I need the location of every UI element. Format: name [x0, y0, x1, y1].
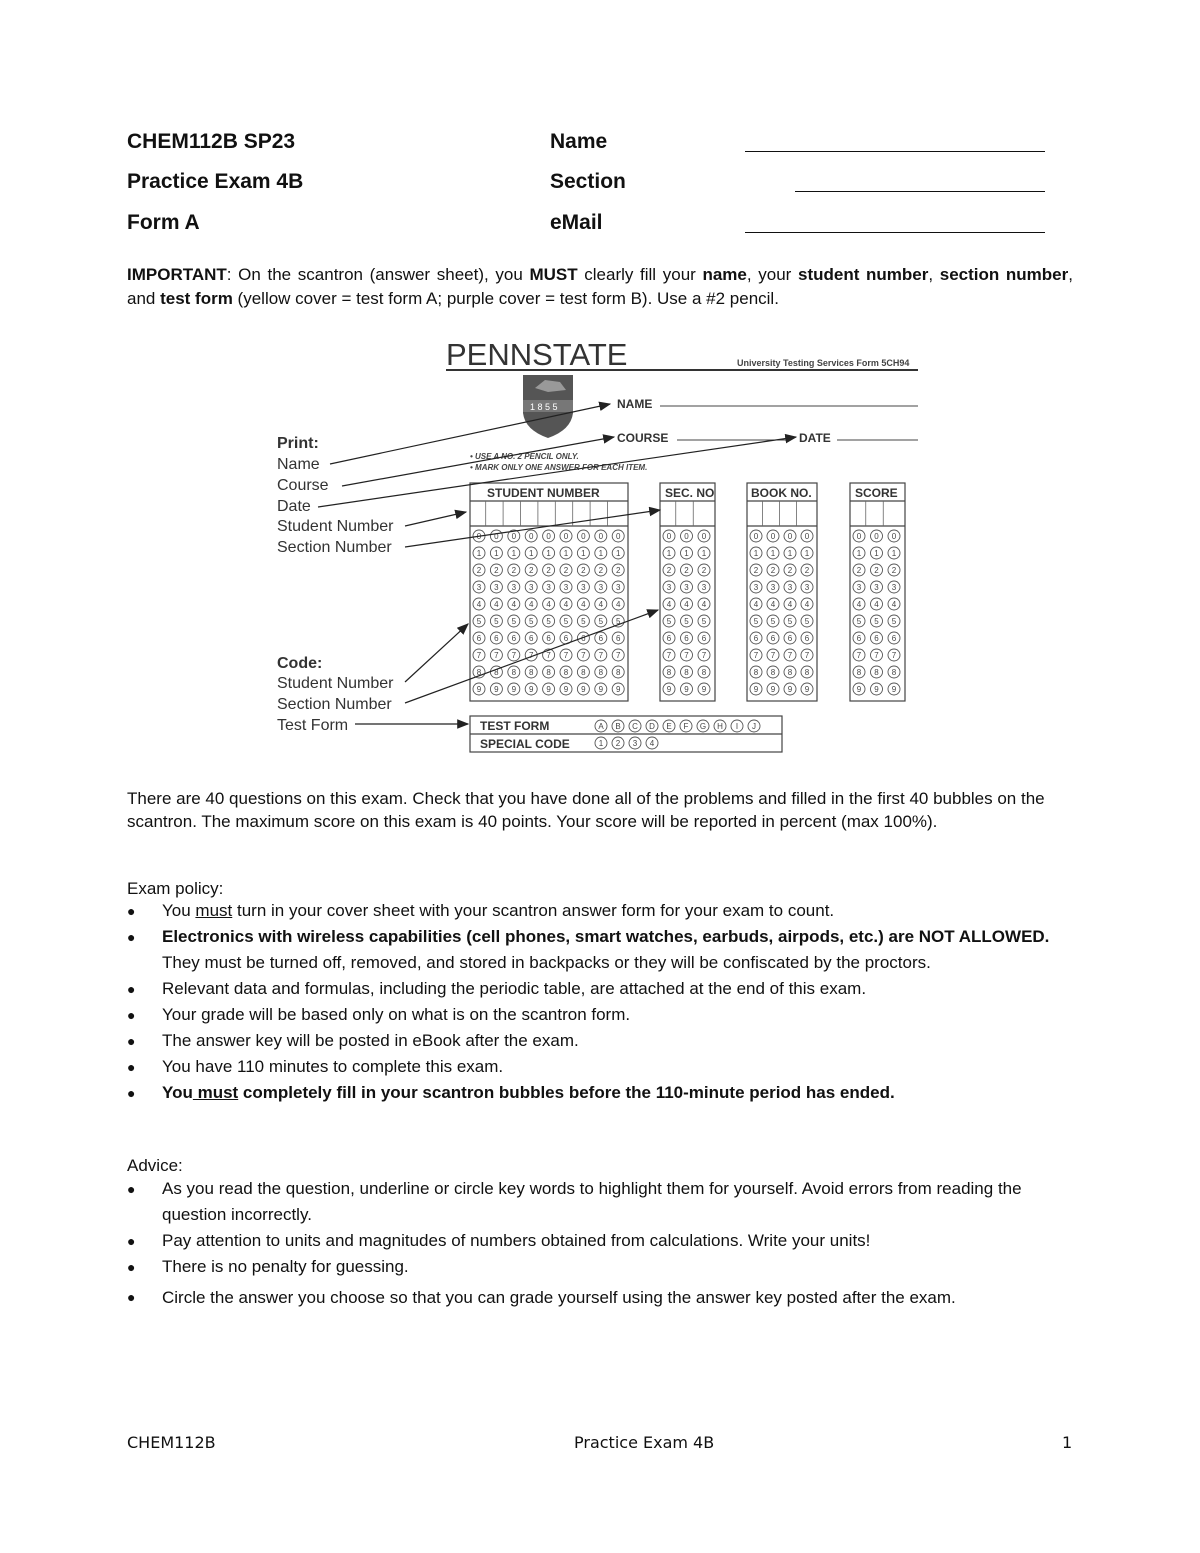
sec-no-bubble-digit: 2: [701, 566, 707, 575]
pennstate-logo: PENNSTATE: [446, 337, 628, 372]
bullet-icon: ●: [127, 981, 136, 997]
student-number-bubble-digit: 7: [563, 651, 569, 660]
score-bubble-digit: 8: [874, 668, 879, 677]
sec-no-bubble-digit: 6: [701, 634, 707, 643]
code-heading: Code:: [277, 655, 323, 672]
student-number-bubble-digit: 7: [546, 651, 551, 660]
bullet-icon: ●: [127, 1085, 136, 1101]
student-number-bubble-digit: 2: [476, 566, 482, 575]
list-item: ● You have 110 minutes to complete this exam.: [127, 1054, 1077, 1080]
book-no-bubble-digit: 7: [770, 651, 776, 660]
bullet-icon: ●: [127, 1181, 136, 1197]
email-blank-line[interactable]: [745, 232, 1045, 233]
book-no-bubble-digit: 9: [753, 685, 759, 694]
book-no-bubble-digit: 6: [770, 634, 776, 643]
arrow-code-student: [405, 624, 468, 682]
student-number-box-label: STUDENT NUMBER: [487, 486, 600, 500]
page-number: 1: [1062, 1433, 1073, 1452]
student-number-bubble-digit: 0: [581, 532, 586, 541]
bullet-icon: ●: [127, 929, 136, 945]
sec-no-bubble-digit: 0: [684, 532, 689, 541]
student-number-bubble-digit: 9: [511, 685, 517, 694]
sec-no-bubble-digit: 4: [666, 600, 672, 609]
list-item: ● As you read the question, underline or circle key words to highlight them for yourself. Avoid errors from reading the question incorrectly.: [127, 1176, 1077, 1228]
score-bubble-digit: 0: [891, 532, 897, 541]
book-no-bubble-digit: 7: [787, 651, 793, 660]
test-form-bubble-letter: B: [615, 722, 621, 731]
score-bubble-digit: 7: [856, 651, 862, 660]
score-bubble-digit: 3: [856, 583, 862, 592]
student-number-bubble-digit: 9: [546, 685, 551, 694]
book-no-bubble-digit: 4: [753, 600, 759, 609]
book-no-bubble-digit: 5: [753, 617, 759, 626]
course-field-label: COURSE: [617, 431, 669, 445]
sec-no-bubble-digit: 8: [701, 668, 707, 677]
student-number-bubble-digit: 2: [581, 566, 586, 575]
book-no-bubble-digit: 8: [787, 668, 793, 677]
student-number-bubble-digit: 8: [494, 668, 499, 677]
sec-no-bubble-digit: 1: [684, 549, 689, 558]
book-no-bubble-digit: 0: [770, 532, 776, 541]
score-bubble-digit: 1: [856, 549, 862, 558]
name-label: Name: [550, 130, 608, 153]
student-number-bubble-digit: 9: [563, 685, 569, 694]
student-number-bubble-digit: 3: [528, 583, 534, 592]
student-number-bubble-digit: 4: [476, 600, 482, 609]
student-number-bubble-digit: 4: [511, 600, 517, 609]
sec-no-bubble-digit: 3: [666, 583, 672, 592]
test-form-bubble-letter: E: [666, 722, 672, 731]
test-form-bubble-letter: G: [699, 722, 707, 731]
student-number-bubble-digit: 9: [615, 685, 621, 694]
score-bubble-digit: 7: [874, 651, 879, 660]
student-number-bubble-digit: 1: [563, 549, 569, 558]
student-number-bubble-digit: 5: [598, 617, 604, 626]
section-label: Section: [550, 170, 626, 193]
exam-policy-heading: Exam policy:: [127, 879, 224, 898]
score-bubble-digit: 5: [874, 617, 879, 626]
bullet-icon: ●: [127, 1289, 136, 1305]
footer-center: Practice Exam 4B: [574, 1433, 715, 1452]
book-no-bubble-digit: 4: [804, 600, 810, 609]
student-number-bubble-digit: 4: [598, 600, 604, 609]
student-number-bubble-digit: 4: [615, 600, 621, 609]
book-no-bubble-digit: 0: [804, 532, 810, 541]
print-item-date: Date: [277, 498, 311, 515]
special-code-bubble-digit: 3: [632, 739, 638, 748]
sec-no-bubble-digit: 5: [684, 617, 689, 626]
advice-list: [127, 1176, 1077, 1309]
student-number-bubble-digit: 6: [546, 634, 551, 643]
student-number-bubble-digit: 2: [563, 566, 569, 575]
student-number-bubble-digit: 0: [528, 532, 534, 541]
student-number-bubble-digit: 4: [494, 600, 499, 609]
student-number-bubble-digit: 2: [511, 566, 517, 575]
book-no-bubble-digit: 0: [787, 532, 793, 541]
student-number-bubble-digit: 8: [511, 668, 517, 677]
email-label: eMail: [550, 211, 603, 234]
book-no-bubble-digit: 9: [770, 685, 776, 694]
list-item: ● You must turn in your cover sheet with your scantron answer form for your exam to count.: [127, 898, 1077, 924]
student-number-bubble-digit: 6: [615, 634, 621, 643]
book-no-bubble-digit: 2: [753, 566, 759, 575]
print-item-course: Course: [277, 477, 329, 494]
student-number-bubble-digit: 0: [563, 532, 569, 541]
bullet-icon: ●: [127, 1059, 136, 1075]
print-heading: Print:: [277, 435, 319, 452]
sec-no-bubble-digit: 0: [701, 532, 707, 541]
print-item-section-number: Section Number: [277, 539, 392, 556]
list-item: ● Circle the answer you choose so that you can grade yourself using the answer key posted after the exam.: [127, 1288, 956, 1307]
list-item: ● You must completely fill in your scantron bubbles before the 110-minute period has ended.: [127, 1080, 1077, 1106]
student-number-bubble-digit: 8: [476, 668, 482, 677]
student-number-bubble-digit: 9: [598, 685, 604, 694]
score-bubble-digit: 9: [891, 685, 897, 694]
student-number-bubble-digit: 5: [581, 617, 586, 626]
sec-no-bubble-digit: 9: [666, 685, 672, 694]
student-number-bubble-digit: 5: [476, 617, 482, 626]
score-bubble-digit: 2: [856, 566, 862, 575]
student-number-bubble-digit: 8: [528, 668, 534, 677]
test-form-bubble-letter: F: [683, 722, 689, 731]
student-number-bubble-digit: 8: [563, 668, 569, 677]
sec-no-bubble-digit: 3: [701, 583, 707, 592]
score-bubble-digit: 9: [856, 685, 862, 694]
book-no-bubble-digit: 9: [804, 685, 810, 694]
score-bubble-digit: 3: [874, 583, 879, 592]
student-number-bubble-digit: 7: [494, 651, 499, 660]
footer-left: CHEM112B: [127, 1433, 216, 1452]
sec-no-bubble-digit: 6: [666, 634, 672, 643]
book-no-bubble-digit: 3: [753, 583, 759, 592]
book-no-bubble-digit: 6: [753, 634, 759, 643]
book-no-bubble-digit: 9: [787, 685, 793, 694]
book-no-box-label: BOOK NO.: [751, 486, 812, 500]
code-item-section-number: Section Number: [277, 696, 392, 713]
sec-no-bubble-digit: 9: [684, 685, 689, 694]
sec-no-bubble-digit: 1: [666, 549, 672, 558]
exam-title: Practice Exam 4B: [127, 170, 304, 193]
course-title: CHEM112B SP23: [127, 130, 296, 153]
special-code-bubble-digit: 1: [598, 739, 604, 748]
student-number-bubble-digit: 1: [494, 549, 499, 558]
date-field-label: DATE: [799, 431, 831, 445]
list-item: ● Pay attention to units and magnitudes of numbers obtained from calculations. Write your units!: [127, 1228, 1077, 1254]
student-number-bubble-digit: 6: [528, 634, 534, 643]
book-no-bubble-digit: 1: [753, 549, 759, 558]
student-number-bubble-digit: 8: [598, 668, 604, 677]
sec-no-bubble-digit: 1: [701, 549, 707, 558]
sec-no-box-label: SEC. NO: [665, 486, 715, 500]
student-number-bubble-digit: 0: [615, 532, 621, 541]
book-no-bubble-digit: 2: [787, 566, 793, 575]
arrow-course: [342, 437, 614, 486]
book-no-bubble-digit: 5: [770, 617, 776, 626]
sec-no-bubble-digit: 2: [666, 566, 672, 575]
print-item-student-number: Student Number: [277, 518, 394, 535]
book-no-bubble-digit: 3: [770, 583, 776, 592]
student-number-bubble-digit: 9: [494, 685, 499, 694]
student-number-bubble-digit: 3: [476, 583, 482, 592]
exam-info-paragraph: There are 40 questions on this exam. Check that you have done all of the problems and filled in the first 40 bubbles on the scantron. The maximum score on this exam is 40 points. Your score will be reported in percent (max 100%).: [127, 789, 1045, 831]
student-number-bubble-digit: 4: [528, 600, 534, 609]
book-no-bubble-digit: 5: [804, 617, 810, 626]
score-bubble-digit: 2: [874, 566, 879, 575]
student-number-bubble-digit: 1: [476, 549, 482, 558]
student-number-bubble-digit: 1: [528, 549, 534, 558]
code-item-test-form: Test Form: [277, 717, 349, 734]
student-number-bubble-digit: 6: [598, 634, 604, 643]
student-number-bubble-digit: 7: [581, 651, 586, 660]
book-no-bubble-digit: 3: [804, 583, 810, 592]
list-item: ● Relevant data and formulas, including the periodic table, are attached at the end of this exam.: [127, 976, 1077, 1002]
student-number-bubble-digit: 6: [476, 634, 482, 643]
student-number-bubble-digit: 3: [563, 583, 569, 592]
student-number-bubble-digit: 0: [598, 532, 604, 541]
instruction-2: • MARK ONLY ONE ANSWER FOR EACH ITEM.: [470, 463, 648, 472]
form-label: Form A: [127, 211, 200, 234]
book-no-bubble-digit: 5: [787, 617, 793, 626]
book-no-bubble-digit: 7: [804, 651, 810, 660]
sec-no-bubble-digit: 4: [701, 600, 707, 609]
student-number-bubble-digit: 5: [615, 617, 621, 626]
bullet-icon: ●: [127, 1033, 136, 1049]
student-number-bubble-digit: 6: [563, 634, 569, 643]
sec-no-bubble-digit: 0: [666, 532, 672, 541]
sec-no-bubble-digit: 7: [684, 651, 689, 660]
score-bubble-digit: 4: [874, 600, 879, 609]
student-number-bubble-digit: 8: [546, 668, 551, 677]
score-bubble-digit: 6: [891, 634, 897, 643]
score-bubble-digit: 8: [891, 668, 897, 677]
name-blank-line[interactable]: [745, 151, 1045, 152]
list-item: ● Electronics with wireless capabilities (cell phones, smart watches, earbuds, airpods, etc.) are NOT ALLOWED. They must be turned off, removed, and stored in backpacks or they will be confiscated by the proctors.: [127, 924, 1077, 976]
student-number-bubble-digit: 3: [494, 583, 499, 592]
student-number-bubble-digit: 0: [511, 532, 517, 541]
bullet-icon: ●: [127, 903, 136, 919]
student-number-bubble-digit: 6: [494, 634, 499, 643]
name-field-label: NAME: [617, 397, 653, 411]
test-form-bubble-letter: A: [598, 722, 604, 731]
test-form-bubble-letter: D: [649, 722, 655, 731]
student-number-bubble-digit: 4: [563, 600, 569, 609]
book-no-bubble-digit: 3: [787, 583, 793, 592]
student-number-bubble-digit: 7: [528, 651, 534, 660]
score-bubble-digit: 9: [874, 685, 879, 694]
sec-no-bubble-digit: 9: [701, 685, 707, 694]
score-bubble-digit: 4: [856, 600, 862, 609]
book-no-bubble-digit: 2: [770, 566, 776, 575]
sec-no-bubble-digit: 7: [701, 651, 707, 660]
important-notice: IMPORTANT: On the scantron (answer sheet), you MUST clearly fill your name, your student number, section number, and test form (yellow cover = test form A; purple cover = test form B). Use a #2 pencil.: [127, 265, 1073, 308]
student-number-bubble-digit: 6: [511, 634, 517, 643]
student-number-bubble-digit: 1: [511, 549, 517, 558]
student-number-bubble-digit: 8: [581, 668, 586, 677]
student-number-bubble-digit: 5: [511, 617, 517, 626]
score-box-label: SCORE: [855, 486, 898, 500]
bullet-icon: ●: [127, 1233, 136, 1249]
score-bubble-digit: 5: [856, 617, 862, 626]
score-bubble-digit: 4: [891, 600, 897, 609]
book-no-bubble-digit: 8: [804, 668, 810, 677]
score-bubble-digit: 8: [856, 668, 862, 677]
student-number-bubble-digit: 2: [546, 566, 551, 575]
student-number-bubble-digit: 1: [598, 549, 604, 558]
print-item-name: Name: [277, 456, 320, 473]
test-form-box-label: TEST FORM: [480, 719, 550, 733]
test-form-bubble-letter: J: [752, 722, 756, 731]
sec-no-bubble-digit: 3: [684, 583, 689, 592]
student-number-bubble-digit: 0: [494, 532, 499, 541]
book-no-bubble-digit: 2: [804, 566, 810, 575]
student-number-bubble-digit: 1: [546, 549, 551, 558]
student-number-bubble-digit: 2: [615, 566, 621, 575]
test-form-bubble-letter: I: [735, 722, 739, 731]
score-bubble-digit: 0: [856, 532, 862, 541]
score-bubble-digit: 0: [874, 532, 879, 541]
section-blank-line[interactable]: [795, 191, 1045, 192]
book-no-bubble-digit: 0: [753, 532, 759, 541]
student-number-bubble-digit: 2: [528, 566, 534, 575]
advice-heading: Advice:: [127, 1156, 183, 1175]
list-item: ● There is no penalty for guessing.: [127, 1254, 1077, 1280]
form-id-text: University Testing Services Form 5CH94: [737, 358, 910, 368]
list-item: ● Your grade will be based only on what is on the scantron form.: [127, 1002, 1077, 1028]
student-number-bubble-digit: 3: [511, 583, 517, 592]
student-number-bubble-digit: 1: [615, 549, 621, 558]
student-number-bubble-digit: 2: [494, 566, 499, 575]
sec-no-bubble-digit: 6: [684, 634, 689, 643]
test-form-bubble-letter: C: [632, 722, 638, 731]
sec-no-bubble-digit: 5: [666, 617, 672, 626]
book-no-bubble-digit: 1: [787, 549, 793, 558]
book-no-bubble-digit: 6: [787, 634, 793, 643]
list-item: ● The answer key will be posted in eBook after the exam.: [127, 1028, 1077, 1054]
score-bubble-digit: 7: [891, 651, 897, 660]
student-number-bubble-digit: 6: [581, 634, 586, 643]
student-number-bubble-digit: 9: [581, 685, 586, 694]
special-code-box-label: SPECIAL CODE: [480, 737, 570, 751]
student-number-bubble-digit: 5: [563, 617, 569, 626]
scantron-diagram: [0, 330, 1200, 790]
student-number-bubble-digit: 4: [581, 600, 586, 609]
score-bubble-digit: 2: [891, 566, 897, 575]
score-bubble-digit: 1: [891, 549, 897, 558]
student-number-bubble-digit: 5: [494, 617, 499, 626]
student-number-bubble-digit: 7: [511, 651, 517, 660]
student-number-bubble-digit: 4: [546, 600, 551, 609]
score-bubble-digit: 5: [891, 617, 897, 626]
book-no-bubble-digit: 1: [804, 549, 810, 558]
student-number-bubble-digit: 2: [598, 566, 604, 575]
special-code-bubble-digit: 4: [649, 739, 655, 748]
score-bubble-digit: 6: [856, 634, 862, 643]
student-number-bubble-digit: 7: [615, 651, 621, 660]
student-number-bubble-digit: 0: [476, 532, 482, 541]
student-number-bubble-digit: 0: [546, 532, 551, 541]
sec-no-bubble-digit: 8: [684, 668, 689, 677]
bullet-icon: ●: [127, 1259, 136, 1275]
sec-no-bubble-digit: 7: [666, 651, 672, 660]
student-number-bubble-digit: 9: [528, 685, 534, 694]
student-number-bubble-digit: 9: [476, 685, 482, 694]
book-no-bubble-digit: 7: [753, 651, 759, 660]
test-form-bubble-letter: H: [717, 722, 723, 731]
student-number-bubble-digit: 1: [581, 549, 586, 558]
arrow-student-number: [405, 512, 466, 526]
book-no-bubble-digit: 6: [804, 634, 810, 643]
code-item-student-number: Student Number: [277, 675, 394, 692]
sec-no-bubble-digit: 5: [701, 617, 707, 626]
student-number-bubble-digit: 7: [598, 651, 604, 660]
score-bubble-digit: 1: [874, 549, 879, 558]
student-number-bubble-digit: 3: [615, 583, 621, 592]
bullet-icon: ●: [127, 1007, 136, 1023]
book-no-bubble-digit: 8: [753, 668, 759, 677]
student-number-bubble-digit: 5: [546, 617, 551, 626]
exam-policy-list: [127, 898, 1077, 1106]
book-no-bubble-digit: 4: [770, 600, 776, 609]
student-number-bubble-digit: 3: [546, 583, 551, 592]
student-number-bubble-digit: 3: [581, 583, 586, 592]
sec-no-bubble-digit: 8: [666, 668, 672, 677]
student-number-bubble-digit: 5: [528, 617, 534, 626]
book-no-bubble-digit: 8: [770, 668, 776, 677]
instruction-1: • USE A NO. 2 PENCIL ONLY.: [470, 452, 579, 461]
sec-no-bubble-digit: 4: [684, 600, 689, 609]
student-number-bubble-digit: 3: [598, 583, 604, 592]
book-no-bubble-digit: 4: [787, 600, 793, 609]
svg-text:1 8 5 5: 1 8 5 5: [530, 402, 558, 412]
sec-no-bubble-digit: 2: [684, 566, 689, 575]
score-bubble-digit: 3: [891, 583, 897, 592]
score-bubble-digit: 6: [874, 634, 879, 643]
student-number-bubble-digit: 7: [476, 651, 482, 660]
book-no-bubble-digit: 1: [770, 549, 776, 558]
student-number-bubble-digit: 8: [615, 668, 621, 677]
special-code-bubble-digit: 2: [615, 739, 621, 748]
